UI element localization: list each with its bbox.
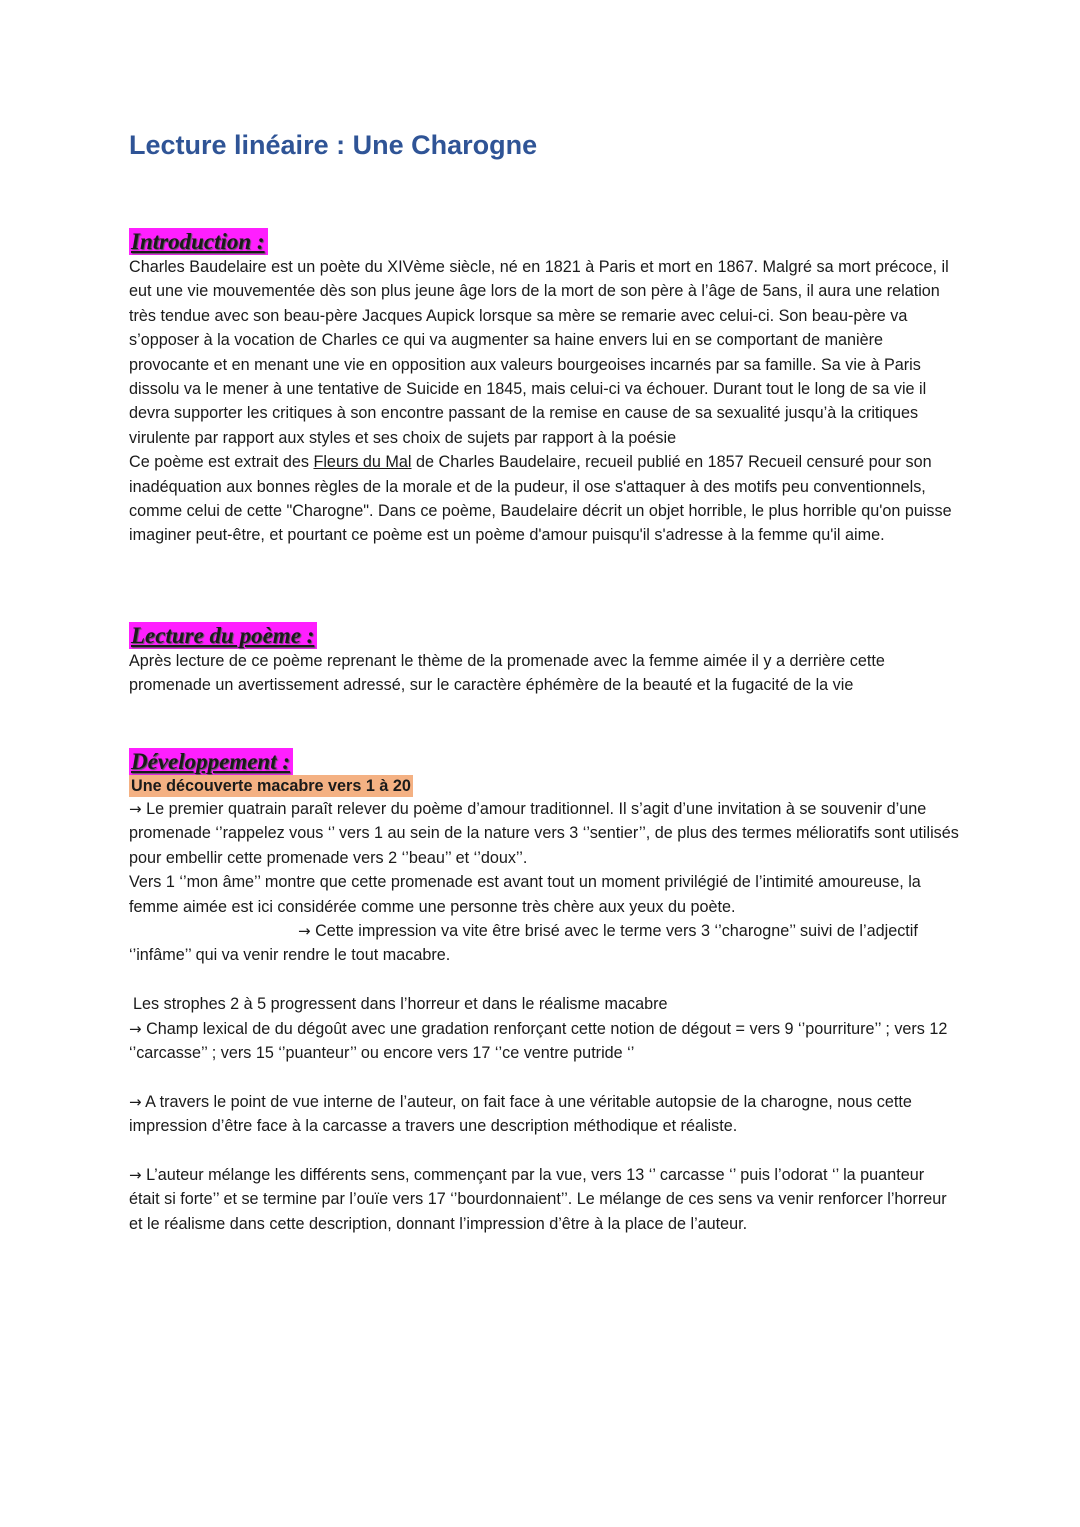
context-text-after: de Charles Baudelaire, recueil publié en 1857 Recueil censuré pour son inadéquation aux bonnes règles de la morale et de la pudeur, il ose s'attaquer à des motifs peu conventionnels, comme celui de cette "Charogne". Dans ce poème, Baudelaire décrit un objet horrible, le plus horrible qu'on puisse imaginer peut-être, et pourtant ce poème est un poème d'amour puisqu'il s'adresse à la femme qu'il aime. <box>129 453 952 545</box>
arrow-icon: → <box>129 1166 142 1185</box>
introduction-heading: Introduction : <box>129 228 268 255</box>
analysis-paragraph-3 <box>129 919 959 968</box>
analysis-paragraph-2: Vers 1 ‘’mon âme’’ montre que cette promenade est avant tout un moment privilégié de l’intimité amoureuse, la femme aimée est ici considérée comme une personne très chère aux yeux du poète. <box>129 873 921 916</box>
arrow-icon: → <box>129 1092 142 1111</box>
analysis-paragraph-5 <box>129 1017 959 1066</box>
lecture-paragraph: Après lecture de ce poème reprenant le thème de la promenade avec la femme aimée il y a derrière cette promenade un avertissement adressé, sur le caractère éphémère de la beauté et la fugacité de la vie <box>129 652 885 695</box>
analysis-text-4: Les strophes 2 à 5 progressent dans l’horreur et dans le réalisme macabre <box>133 995 668 1014</box>
arrow-icon: → <box>129 800 142 818</box>
lecture-section <box>129 622 959 698</box>
lecture-heading: Lecture du poème : <box>129 622 317 649</box>
developpement-heading: Développement : <box>129 748 293 775</box>
arrow-icon: → <box>298 922 311 941</box>
developpement-subheading: Une découverte macabre vers 1 à 20 <box>131 777 411 795</box>
introduction-context-paragraph <box>129 450 959 548</box>
work-title: Fleurs du Mal <box>313 453 412 472</box>
arrow-icon: → <box>129 1019 142 1038</box>
introduction-section <box>129 228 959 548</box>
developpement-section <box>129 748 959 1236</box>
analysis-text-1: Le premier quatrain paraît relever du poème d’amour traditionnel. Il s’agit d’une invitation à se souvenir d’une promenade ‘’rappelez vous ‘’ vers 1 au sein de la nature vers 3 ‘’sentier’’, de plus des termes mélioratifs sont utilisés pour embellir cette promenade vers 2 ‘’beau’’ et ‘’doux’’. <box>129 800 959 867</box>
document-title: Lecture linéaire : Une Charogne <box>129 130 538 160</box>
analysis-paragraph-7 <box>129 1163 959 1236</box>
analysis-text-6: A travers le point de vue interne de l’auteur, on fait face à une véritable autopsie de la charogne, nous cette impression d’être face à la carcasse a travers une description méthodique et réaliste. <box>129 1092 912 1136</box>
analysis-text-5: Champ lexical de du dégoût avec une gradation renforçant cette notion de dégout = vers 9 ‘’pourriture’’ ; vers 12 ‘’carcasse’’ ; vers 15 ‘’puanteur’’ ou encore vers 17 ‘’ce ventre putride ‘’ <box>129 1019 948 1063</box>
analysis-text-3: Cette impression va vite être brisé avec le terme vers 3 ‘’charogne’’ suivi de l’adjectif ‘’infâme’’ qui va venir rendre le tout macabre. <box>129 922 918 965</box>
analysis-paragraph-4 <box>129 992 959 1016</box>
analysis-paragraph-1 <box>129 797 959 870</box>
analysis-text-7: L’auteur mélange les différents sens, commençant par la vue, vers 13 ‘’ carcasse ‘’ puis l’odorat ‘’ la puanteur était si forte’’ et se termine par l’ouïe vers 17 ‘’bourdonnaient’’. Le mélange de ces sens va venir renforcer l’horreur et le réalisme dans cette description, donnant l’impression d’être à la place de l’auteur. <box>129 1166 947 1233</box>
introduction-paragraph: Charles Baudelaire est un poète du XIVème siècle, né en 1821 à Paris et mort en 1867. Malgré sa mort précoce, il eut une vie mouvementée dès son plus jeune âge lors de la mort de son père à l’âge de 5ans, il aura une relation très tendue avec son beau-père Jacques Aupick lorsque sa mère se remarie avec celui-ci. Son beau-père va s’opposer à la vocation de Charles ce qui va augmenter sa haine envers lui en se comportant de manière provocante et en menant une vie en opposition aux valeurs bourgeoises incarnés par sa famille. Sa vie à Paris dissolu va le mener à une tentative de Suicide en 1845, mais celui-ci va échouer. Durant tout le long de sa vie il devra supporter les critiques à son encontre passant de la remise en cause de sa sexualité jusqu’à la critiques virulente par rapport aux styles et ses choix de sujets par rapport à la poésie <box>129 258 949 447</box>
analysis-paragraph-6 <box>129 1090 959 1139</box>
context-text-before: Ce poème est extrait des <box>129 453 314 472</box>
